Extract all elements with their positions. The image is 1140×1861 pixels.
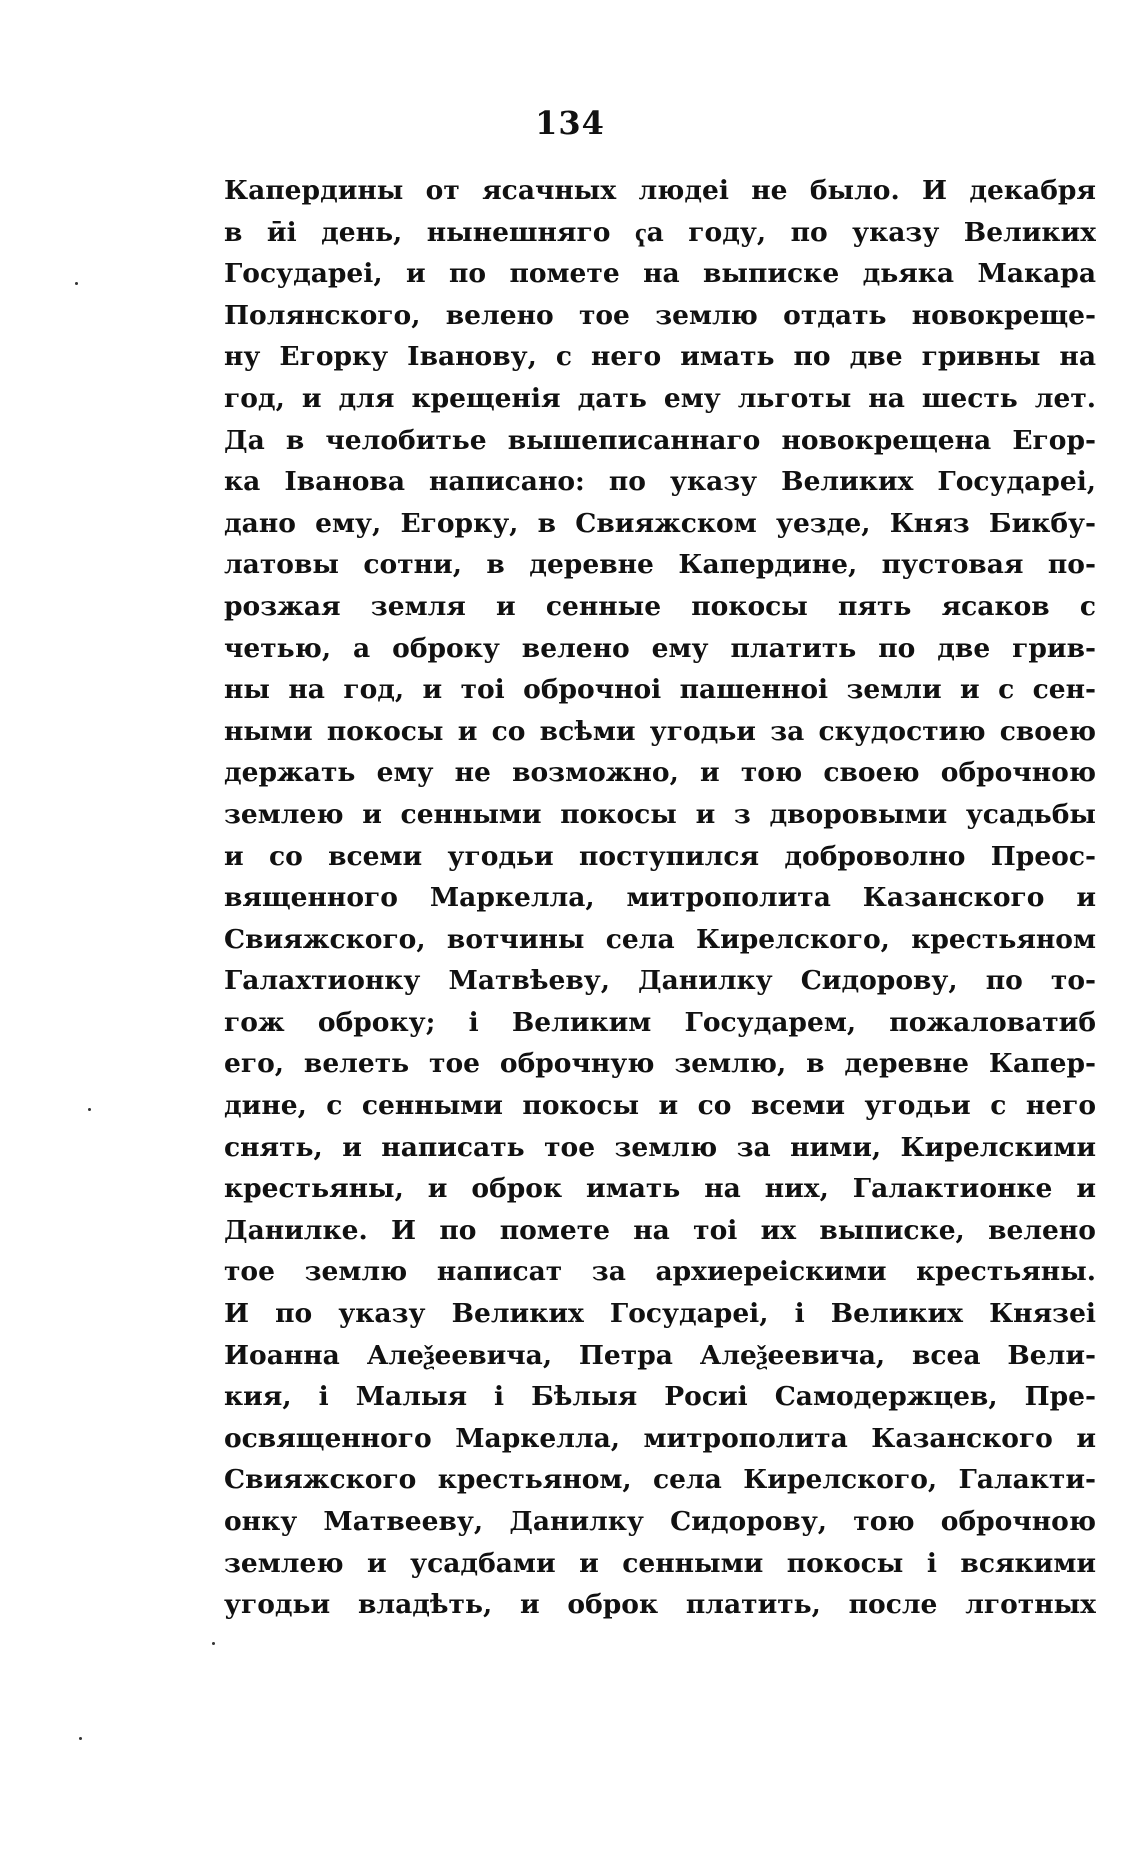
text-line: дине, с сенными покосы и со всеми угодьи с него: [224, 1090, 1096, 1122]
ink-speck: [75, 282, 78, 285]
text-line: дано ему, Егорку, в Свияжском уезде, Княз Бикбу-: [224, 507, 1096, 539]
text-line: Капердины от ясачных людеі не было. И декабря: [224, 175, 1096, 206]
text-line: землею и сенными покосы и з дворовыми усадьбы: [224, 798, 1096, 830]
text-line: онку Матвееву, Данилку Сидорову, тою оброчною: [224, 1506, 1096, 1537]
text-line: год, и для крещенія дать ему льготы на шесть лет.: [224, 382, 1096, 414]
text-line: крестьяны, и оброк имать на них, Галактионке и: [224, 1173, 1096, 1205]
text-line: Иоанна Алеѯеевича, Петра Алеѯеевича, всеа Вели-: [224, 1339, 1096, 1371]
text-line: кия, і Малыя і Бѣлыя Росиі Самодержцев, Пре-: [224, 1381, 1096, 1413]
text-line: и со всеми угодьи поступился доброволно Преос-: [224, 840, 1096, 872]
page-number: 134: [535, 104, 605, 142]
text-line: гож оброку; і Великим Государем, пожаловатиб: [224, 1006, 1096, 1038]
text-line: четью, а оброку велено ему платить по две грив-: [224, 632, 1096, 664]
text-line: вященного Маркелла, митрополита Казанского и: [224, 882, 1096, 914]
text-line: освященного Маркелла, митрополита Казанского и: [224, 1422, 1096, 1454]
text-line: угодьи владѣть, и оброк платить, после лготных: [224, 1589, 1096, 1621]
text-line: ка Іванова написано: по указу Великих Государеі,: [224, 466, 1096, 498]
text-line: снять, и написать тое землю за ними, Кирелскими: [224, 1131, 1096, 1163]
text-line: ными покосы и со всѣми угодьи за скудостию своею: [224, 715, 1096, 747]
text-line: латовы сотни, в деревне Капердине, пустовая по-: [224, 549, 1096, 581]
text-line: тое землю написат за архиереіскими крестьяны.: [224, 1256, 1096, 1288]
ink-speck: [212, 1642, 215, 1645]
text-line: ны на год, и тоі оброчноі пашенноі земли и с сен-: [224, 674, 1096, 706]
body-text: [224, 170, 1096, 1626]
ink-speck: [88, 1108, 91, 1111]
text-line: в ӣі день, нынешняго ҁа году, по указу Великих: [224, 216, 1096, 248]
text-line: Государеі, и по помете на выписке дьяка Макара: [224, 258, 1096, 290]
text-line: Полянского, велено тое землю отдать новокреще-: [224, 299, 1096, 331]
text-line: Свияжского, вотчины села Кирелского, крестьяном: [224, 923, 1096, 955]
text-line: розжая земля и сенные покосы пять ясаков с: [224, 590, 1096, 622]
text-line: Данилке. И по помете на тоі их выписке, велено: [224, 1214, 1096, 1246]
text-line: держать ему не возможно, и тою своею оброчною: [224, 757, 1096, 789]
text-line: Свияжского крестьяном, села Кирелского, Галакти-: [224, 1464, 1096, 1496]
text-line: Да в челобитье вышеписаннаго новокрещена Егор-: [224, 424, 1096, 456]
ink-speck: [79, 1737, 82, 1740]
text-line: Галахтионку Матвѣеву, Данилку Сидорову, по то-: [224, 965, 1096, 997]
text-line: его, велеть тое оброчную землю, в деревне Капер-: [224, 1048, 1096, 1080]
text-line: землею и усадбами и сенными покосы і всякими: [224, 1547, 1096, 1579]
text-line: ну Егорку Іванову, с него имать по две гривны на: [224, 341, 1096, 373]
text-line: И по указу Великих Государеі, і Великих Князеі: [224, 1298, 1096, 1330]
